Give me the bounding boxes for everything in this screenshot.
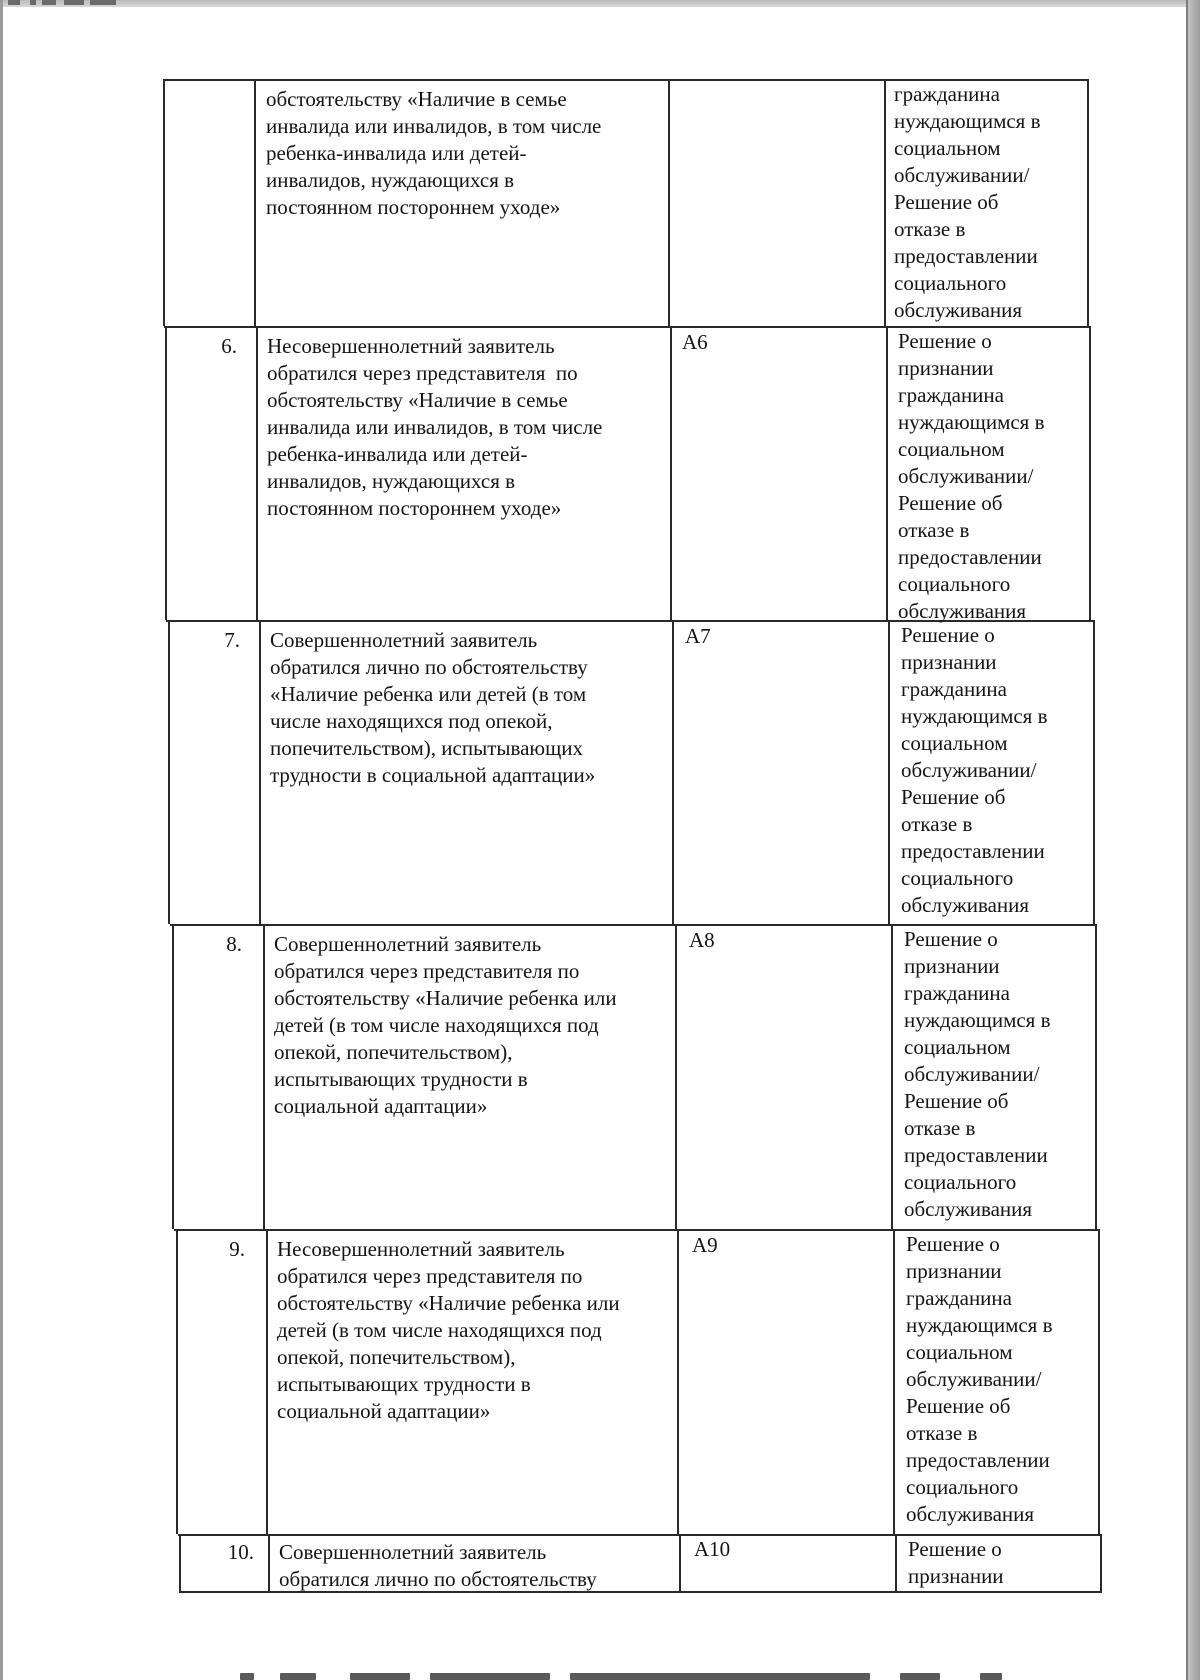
table-rule bbox=[163, 79, 165, 326]
row-condition: Несовершеннолетний заявитель обратился через представителя по обстоятельству «Наличие в семье инвалида или инвалидов, в том числе ребенка-инвалида или детей- инвалидов, нуждающихся в постоянном постороннем уходе» bbox=[267, 334, 603, 520]
table-rule bbox=[670, 326, 672, 620]
table-rule bbox=[254, 79, 256, 326]
table-rule bbox=[172, 924, 174, 1229]
table-rule bbox=[266, 1229, 268, 1534]
row-condition: обстоятельству «Наличие в семье инвалида или инвалидов, в том числе ребенка-инвалида или детей- инвалидов, нуждающихся в постоянном постороннем уходе» bbox=[266, 87, 602, 219]
table-rule bbox=[677, 1229, 679, 1534]
table-rule bbox=[179, 1534, 181, 1593]
row-number: 10. bbox=[227, 1540, 254, 1564]
table-rule bbox=[679, 1534, 681, 1593]
table-rule bbox=[891, 924, 893, 1229]
table-rule bbox=[1093, 620, 1095, 924]
row-number: 7. bbox=[224, 628, 240, 652]
row-condition: Несовершеннолетний заявитель обратился через представителя по обстоятельству «Наличие ребенка или детей (в том числе находящихся под опекой, попечительством), испытывающих трудности в социальной адаптации» bbox=[277, 1237, 620, 1423]
table-rule bbox=[176, 1229, 178, 1534]
row-result: Решение о признании гражданина нуждающимся в социальном обслуживании/ Решение об отказе в предоставлении социального обслуживания bbox=[898, 329, 1045, 623]
row-code: А9 bbox=[692, 1233, 718, 1257]
table-rule bbox=[263, 924, 265, 1229]
table-rule bbox=[886, 326, 888, 620]
table-rule bbox=[884, 79, 886, 326]
table-rule bbox=[888, 620, 890, 924]
row-result: Решение о признании bbox=[908, 1537, 1004, 1588]
row-condition: Совершеннолетний заявитель обратился лично по обстоятельству bbox=[279, 1540, 597, 1591]
table-rule bbox=[895, 1534, 897, 1593]
table-rule bbox=[675, 924, 677, 1229]
table-rule bbox=[168, 620, 170, 924]
row-code: А7 bbox=[685, 624, 711, 648]
table-rule bbox=[1089, 326, 1091, 620]
row-code: А8 bbox=[689, 928, 715, 952]
table-rule bbox=[672, 620, 674, 924]
table-rule bbox=[1098, 1229, 1100, 1534]
table-rule bbox=[165, 326, 167, 620]
table-rule bbox=[893, 1229, 895, 1534]
cut-off-text-fragment bbox=[240, 1668, 1040, 1680]
table-rule bbox=[1100, 1534, 1102, 1593]
table-rule bbox=[268, 1534, 270, 1593]
row-result: Решение о признании гражданина нуждающимся в социальном обслуживании/ Решение об отказе в предоставлении социального обслуживания bbox=[904, 927, 1051, 1221]
row-code: А6 bbox=[682, 330, 708, 354]
table-rule bbox=[259, 620, 261, 924]
table-rule bbox=[668, 79, 670, 326]
row-result: Решение о признании гражданина нуждающимся в социальном обслуживании/ Решение об отказе в предоставлении социального обслуживания bbox=[906, 1232, 1053, 1526]
table-rule bbox=[1095, 924, 1097, 1229]
row-code: А10 bbox=[694, 1537, 731, 1561]
row-condition: Совершеннолетний заявитель обратился лично по обстоятельству «Наличие ребенка или детей (в том числе находящихся под опекой, попечительством), испытывающих трудности в социальной адаптации» bbox=[270, 628, 596, 787]
table-rule bbox=[256, 326, 258, 620]
row-result: гражданина нуждающимся в социальном обслуживании/ Решение об отказе в предоставлении социального обслуживания bbox=[894, 82, 1041, 322]
row-number: 9. bbox=[229, 1237, 245, 1261]
row-number: 6. bbox=[221, 334, 237, 358]
row-condition: Совершеннолетний заявитель обратился через представителя по обстоятельству «Наличие ребенка или детей (в том числе находящихся под опекой, попечительством), испытывающих трудности в социальной адаптации» bbox=[274, 932, 617, 1118]
table-rule bbox=[1087, 79, 1089, 326]
row-number: 8. bbox=[226, 932, 242, 956]
row-result: Решение о признании гражданина нуждающимся в социальном обслуживании/ Решение об отказе в предоставлении социального обслуживания bbox=[901, 623, 1048, 917]
